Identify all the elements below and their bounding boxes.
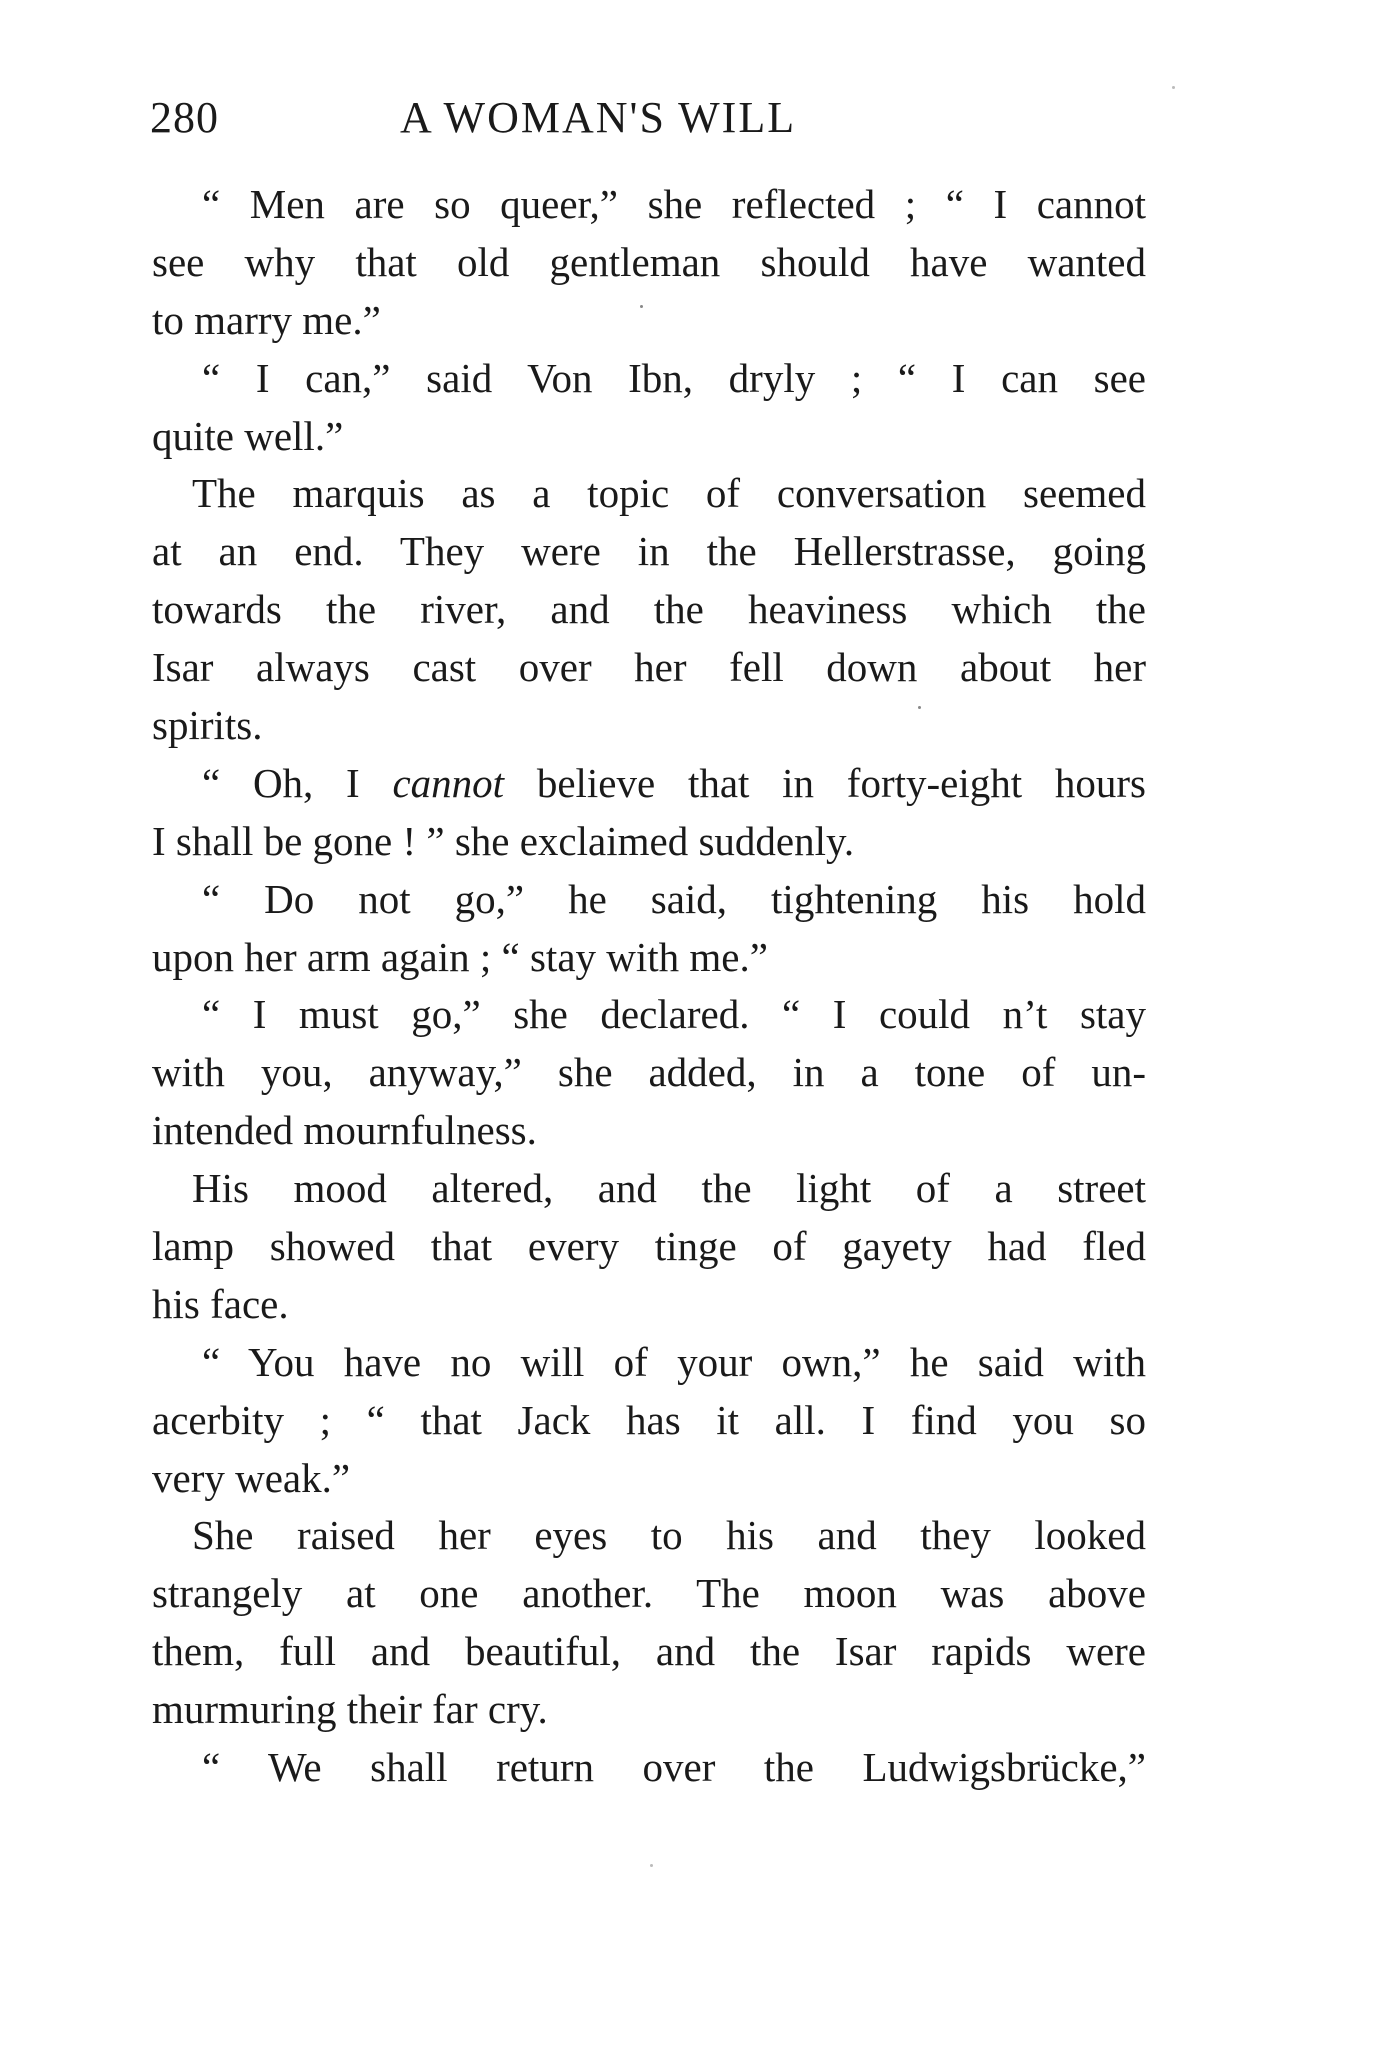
- text-line: His mood altered, and the light of a street: [192, 1165, 1146, 1212]
- text-line: “ Men are so queer,” she reflected ; “ I cannot: [202, 181, 1146, 227]
- text-line: Isar always cast over her fell down about her: [152, 644, 1146, 691]
- paper-speck: [1172, 86, 1175, 89]
- text-line: “ I can,” said Von Ibn, dryly ; “ I can see: [202, 354, 1146, 401]
- text-line: them, full and beautiful, and the Isar rapids were: [152, 1628, 1146, 1675]
- emphasized-word: cannot: [392, 759, 505, 806]
- paper-speck: [640, 305, 643, 308]
- text-line: at an end. They were in the Hellerstrasse, going: [152, 528, 1146, 575]
- text-line: lamp showed that every tinge of gayety had fled: [152, 1223, 1146, 1270]
- text-line: “ You have no will of your own,” he said with: [202, 1338, 1146, 1385]
- text-line: to marry me.”: [152, 296, 381, 343]
- page-header: [150, 86, 1150, 150]
- paper-speck: [918, 706, 921, 709]
- page-number: 280: [150, 93, 219, 142]
- text-line: “ Do not go,” he said, tightening his hold: [202, 875, 1146, 922]
- text-line: She raised her eyes to his and they looked: [192, 1512, 1146, 1559]
- text-line: spirits.: [152, 702, 263, 749]
- text-line: his face.: [152, 1280, 289, 1327]
- text-fragment: “ Oh, I: [202, 759, 393, 806]
- text-line: towards the river, and the heaviness which the: [152, 586, 1146, 633]
- text-line: murmuring their far cry.: [152, 1686, 548, 1733]
- text-line: very weak.”: [152, 1454, 351, 1501]
- text-line: The marquis as a topic of conversation seemed: [192, 470, 1146, 517]
- text-line: [152, 755, 1146, 813]
- text-line: strangely at one another. The moon was above: [152, 1570, 1146, 1617]
- text-line: “ I must go,” she declared. “ I could n’t stay: [202, 991, 1146, 1038]
- text-line: upon her arm again ; “ stay with me.”: [152, 933, 768, 980]
- text-line: see why that old gentleman should have wanted: [152, 238, 1146, 285]
- text-line: quite well.”: [152, 412, 344, 459]
- text-line: intended mournfulness.: [152, 1107, 537, 1154]
- paper-speck: [650, 1864, 653, 1867]
- text-line: I shall be gone ! ” she exclaimed suddenly.: [152, 817, 855, 864]
- text-line: acerbity ; “ that Jack has it all. I find you so: [152, 1396, 1146, 1443]
- text-fragment: believe that in forty-eight hours: [504, 759, 1146, 806]
- body-text: [152, 176, 1146, 1797]
- running-title: A WOMAN'S WILL: [400, 93, 797, 142]
- text-line: with you, anyway,” she added, in a tone of un-: [152, 1049, 1146, 1096]
- text-line: “ We shall return over the Ludwigsbrücke,”: [202, 1744, 1146, 1791]
